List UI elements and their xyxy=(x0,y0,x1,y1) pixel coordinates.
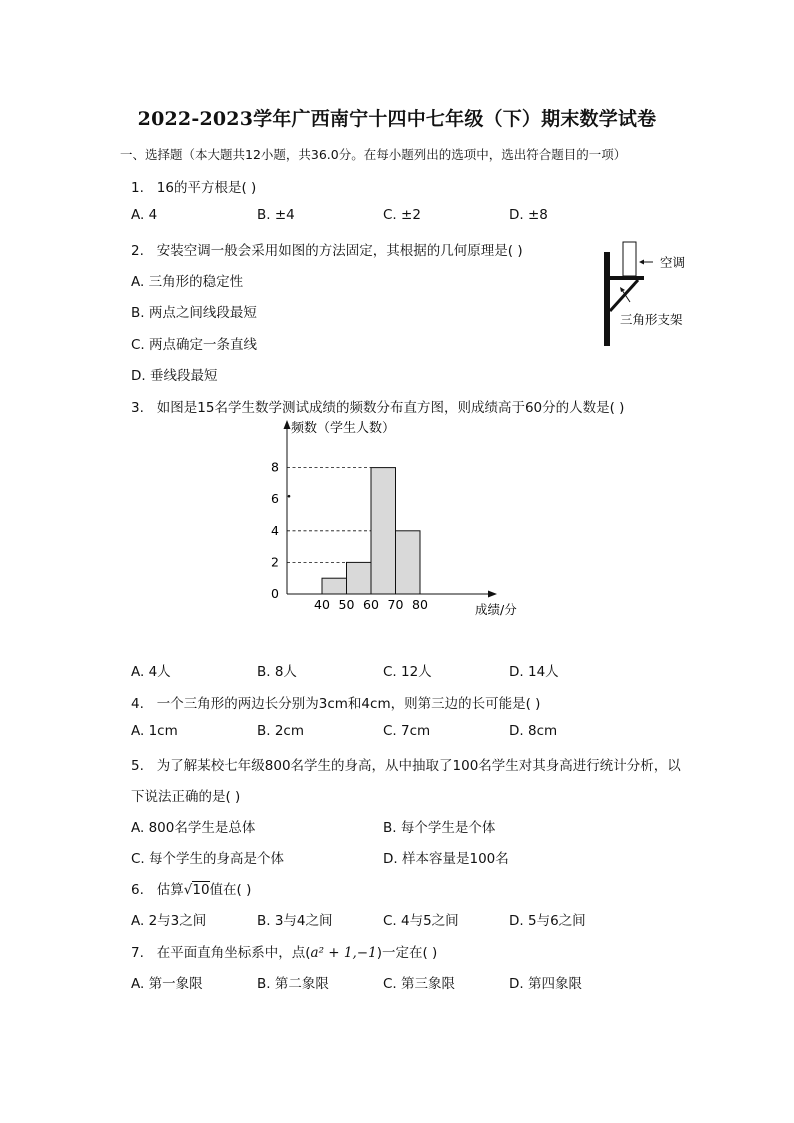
option-d[interactable]: D. ±8 xyxy=(509,207,548,223)
bracket-label: 三角形支架 xyxy=(620,312,683,327)
y-tick-label: 8 xyxy=(271,459,279,475)
question-7 xyxy=(131,941,437,961)
question-4 xyxy=(131,692,540,712)
question-stem: 一个三角形的两边长分别为3cm和4cm，则第三边的长可能是( ) xyxy=(156,696,541,712)
stray-dot xyxy=(288,495,291,498)
question-number: 4. xyxy=(131,696,144,712)
y-axis-label: 频数（学生人数） xyxy=(291,421,396,436)
y-tick-label: 6 xyxy=(271,491,279,507)
ac-bracket-figure xyxy=(598,236,708,351)
section-header: 一、选择题（本大题共12小题，共36.0分。在每小题列出的选项中，选出符合题目的一项） xyxy=(120,147,627,162)
page-title: 2022-2023学年广西南宁十四中七年级（下）期末数学试卷 xyxy=(137,108,657,130)
option-d[interactable]: D. 8cm xyxy=(509,723,558,739)
question-stem: 16的平方根是( ) xyxy=(156,180,257,196)
question-stem-post: 值在( ) xyxy=(209,882,252,898)
x-axis-arrow xyxy=(488,591,497,598)
option-a[interactable]: A. 800名学生是总体 xyxy=(131,820,256,836)
y-tick-label: 4 xyxy=(271,522,279,538)
x-tick-label: 40 xyxy=(314,597,330,612)
option-c[interactable]: C. ±2 xyxy=(383,207,421,223)
y-axis-arrow xyxy=(284,420,291,429)
question-number: 6. xyxy=(131,882,144,898)
radicand: 10 xyxy=(192,882,210,898)
wall xyxy=(604,252,610,346)
ac-label: 空调 xyxy=(660,255,686,270)
question-stem: 如图是15名学生数学测试成绩的频数分布直方图，则成绩高于60分的人数是( ) xyxy=(156,400,625,416)
option-a[interactable]: A. 第一象限 xyxy=(131,976,203,992)
option-b[interactable]: B. ±4 xyxy=(257,207,295,223)
histogram-bar-70-80 xyxy=(396,531,421,594)
arrow-icon xyxy=(620,287,625,292)
sqrt-icon: √ xyxy=(183,882,193,898)
math-expression: a² + 1,−1 xyxy=(310,945,377,961)
y-tick-label: 0 xyxy=(271,586,279,601)
option-b[interactable]: B. 每个学生是个体 xyxy=(383,820,496,836)
x-tick-label: 50 xyxy=(338,597,355,612)
question-stem-pre: 估算 xyxy=(156,882,184,898)
option-b[interactable]: B. 3与4之间 xyxy=(257,913,333,929)
question-stem-pre: 在平面直角坐标系中，点( xyxy=(156,945,311,961)
question-5 xyxy=(131,754,681,774)
option-a[interactable]: A. 1cm xyxy=(131,723,178,739)
question-number: 1. xyxy=(131,180,144,196)
option-d[interactable]: D. 垂线段最短 xyxy=(131,368,218,384)
option-b[interactable]: B. 第二象限 xyxy=(257,976,329,992)
y-tick-label: 2 xyxy=(271,554,279,570)
bracket-brace xyxy=(610,280,638,311)
histogram-chart xyxy=(255,412,555,622)
option-d[interactable]: D. 5与6之间 xyxy=(509,913,586,929)
x-axis-label: 成绩/分 xyxy=(475,602,517,617)
option-b[interactable]: B. 8人 xyxy=(257,664,297,680)
histogram-bar-50-60 xyxy=(347,562,372,594)
option-b[interactable]: B. 两点之间线段最短 xyxy=(131,305,257,321)
option-c[interactable]: C. 两点确定一条直线 xyxy=(131,337,258,353)
option-c[interactable]: C. 12人 xyxy=(383,664,432,680)
air-conditioner xyxy=(623,242,636,276)
question-number: 7. xyxy=(131,945,144,961)
arrow-icon xyxy=(639,260,644,265)
option-c[interactable]: C. 7cm xyxy=(383,723,431,739)
option-a[interactable]: A. 2与3之间 xyxy=(131,913,207,929)
option-b[interactable]: B. 2cm xyxy=(257,723,305,739)
question-stem: 安装空调一般会采用如图的方法固定，其根据的几何原理是( ) xyxy=(156,243,523,259)
question-stem-continued: 下说法正确的是( ) xyxy=(131,789,241,805)
histogram-bar-40-50 xyxy=(322,578,347,594)
x-tick-label: 70 xyxy=(387,597,404,612)
option-c[interactable]: C. 每个学生的身高是个体 xyxy=(131,851,285,867)
question-number: 3. xyxy=(131,400,144,416)
option-d[interactable]: D. 第四象限 xyxy=(509,976,582,992)
question-stem: 为了解某校七年级800名学生的身高，从中抽取了100名学生对其身高进行统计分析，以 xyxy=(156,758,681,774)
question-6 xyxy=(131,878,251,898)
histogram-bar-60-70 xyxy=(371,468,396,594)
option-a[interactable]: A. 4人 xyxy=(131,664,171,680)
question-number: 5. xyxy=(131,758,144,774)
option-d[interactable]: D. 14人 xyxy=(509,664,559,680)
option-d[interactable]: D. 样本容量是100名 xyxy=(383,851,509,867)
question-1 xyxy=(131,176,256,196)
option-c[interactable]: C. 第三象限 xyxy=(383,976,456,992)
question-number: 2. xyxy=(131,243,144,259)
x-tick-label: 60 xyxy=(363,597,379,612)
option-a[interactable]: A. 三角形的稳定性 xyxy=(131,274,244,290)
bracket-top xyxy=(610,276,644,280)
x-tick-label: 80 xyxy=(412,597,428,612)
question-stem-post: )一定在( ) xyxy=(376,945,438,961)
question-2 xyxy=(131,239,523,259)
option-c[interactable]: C. 4与5之间 xyxy=(383,913,459,929)
option-a[interactable]: A. 4 xyxy=(131,207,158,223)
